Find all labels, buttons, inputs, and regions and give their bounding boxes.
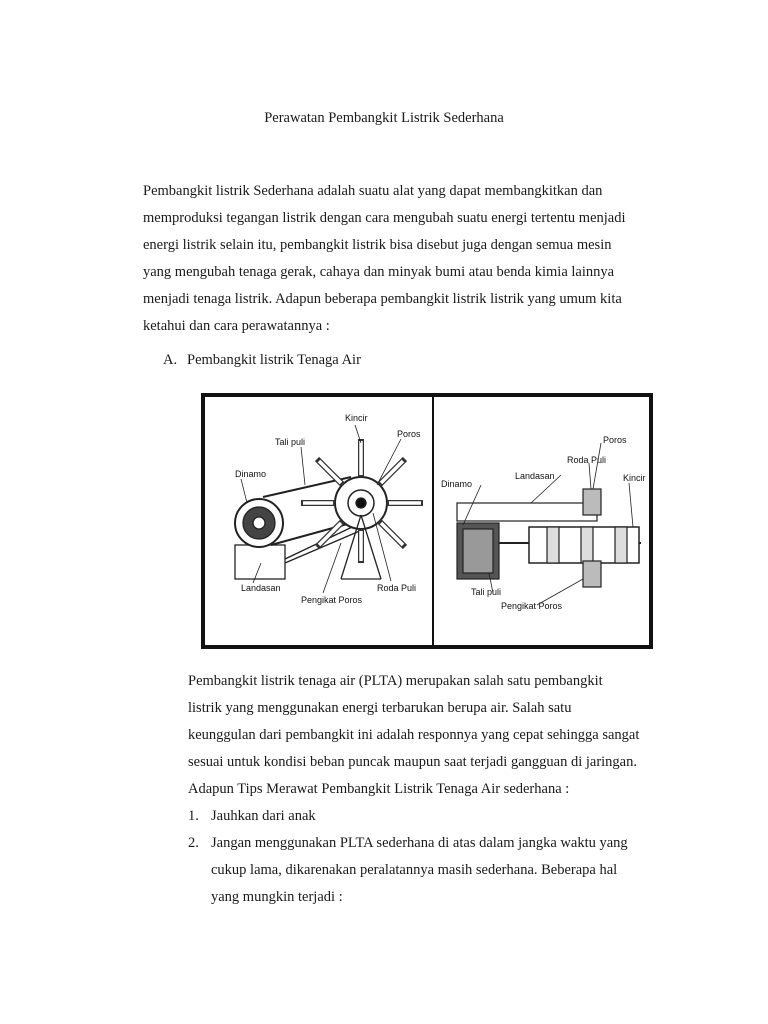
list-number: 2. <box>188 835 199 851</box>
label-landasan: Landasan <box>241 583 281 593</box>
label-landasan-side: Landasan <box>515 471 555 481</box>
label-poros-side: Poros <box>603 435 627 445</box>
list-text: Jauhkan dari anak <box>211 808 316 824</box>
list-number: 1. <box>188 808 199 824</box>
label-tali-puli-side: Tali puli <box>471 587 502 597</box>
list-text: Jangan menggunakan PLTA sederhana di atas dalam jangka waktu yang <box>211 835 628 851</box>
plta-paragraph <box>188 668 668 911</box>
label-kincir-side: Kincir <box>623 473 646 483</box>
section-a-heading <box>163 352 361 369</box>
body-line: keunggulan dari pembangkit ini adalah responnya yang cepat sehingga sangat <box>188 727 640 743</box>
body-line: Pembangkit listrik tenaga air (PLTA) merupakan salah satu pembangkit <box>188 673 603 689</box>
list-text: yang mungkin terjadi : <box>211 889 343 905</box>
tips-list <box>188 803 668 911</box>
intro-line: menjadi tenaga listrik. Adapun beberapa pembangkit listrik listrik yang umum kita <box>143 291 622 307</box>
intro-paragraph <box>143 178 643 340</box>
intro-line: Pembangkit listrik Sederhana adalah suatu alat yang dapat membangkitkan dan <box>143 183 603 199</box>
label-pengikat-poros: Pengikat Poros <box>301 595 363 605</box>
list-item <box>188 803 668 830</box>
label-pengikat-poros-side: Pengikat Poros <box>501 601 563 611</box>
section-heading-text: Pembangkit listrik Tenaga Air <box>187 352 361 368</box>
list-text: cukup lama, dikarenakan peralatannya masih sederhana. Beberapa hal <box>211 862 618 878</box>
label-dinamo: Dinamo <box>235 469 267 479</box>
label-roda-puli-side: Roda Puli <box>567 455 607 465</box>
intro-line: memproduksi tegangan listrik dengan cara mengubah suatu energi tertentu menjadi <box>143 210 626 226</box>
label-roda-puli: Roda Puli <box>377 583 417 593</box>
intro-line: ketahui dan cara perawatannya : <box>143 318 330 334</box>
intro-line: energi listrik selain itu, pembangkit listrik bisa disebut juga dengan semua mesin <box>143 237 612 253</box>
waterwheel-diagram-figure <box>201 393 653 649</box>
label-dinamo-side: Dinamo <box>441 479 473 489</box>
list-item <box>188 830 668 911</box>
label-kincir: Kincir <box>345 413 368 423</box>
label-poros: Poros <box>397 429 421 439</box>
section-marker: A. <box>163 352 178 368</box>
body-line: listrik yang menggunakan energi terbarukan berupa air. Salah satu <box>188 700 572 716</box>
body-line: sesuai untuk kondisi beban puncak maupun saat terjadi gangguan di jaringan. <box>188 754 637 770</box>
intro-line: yang mengubah tenaga gerak, cahaya dan minyak bumi atau benda kimia lainnya <box>143 264 615 280</box>
label-tali-puli: Tali puli <box>275 437 306 447</box>
body-line: Adapun Tips Merawat Pembangkit Listrik Tenaga Air sederhana : <box>188 781 570 797</box>
document-title: Perawatan Pembangkit Listrik Sederhana <box>264 110 504 126</box>
